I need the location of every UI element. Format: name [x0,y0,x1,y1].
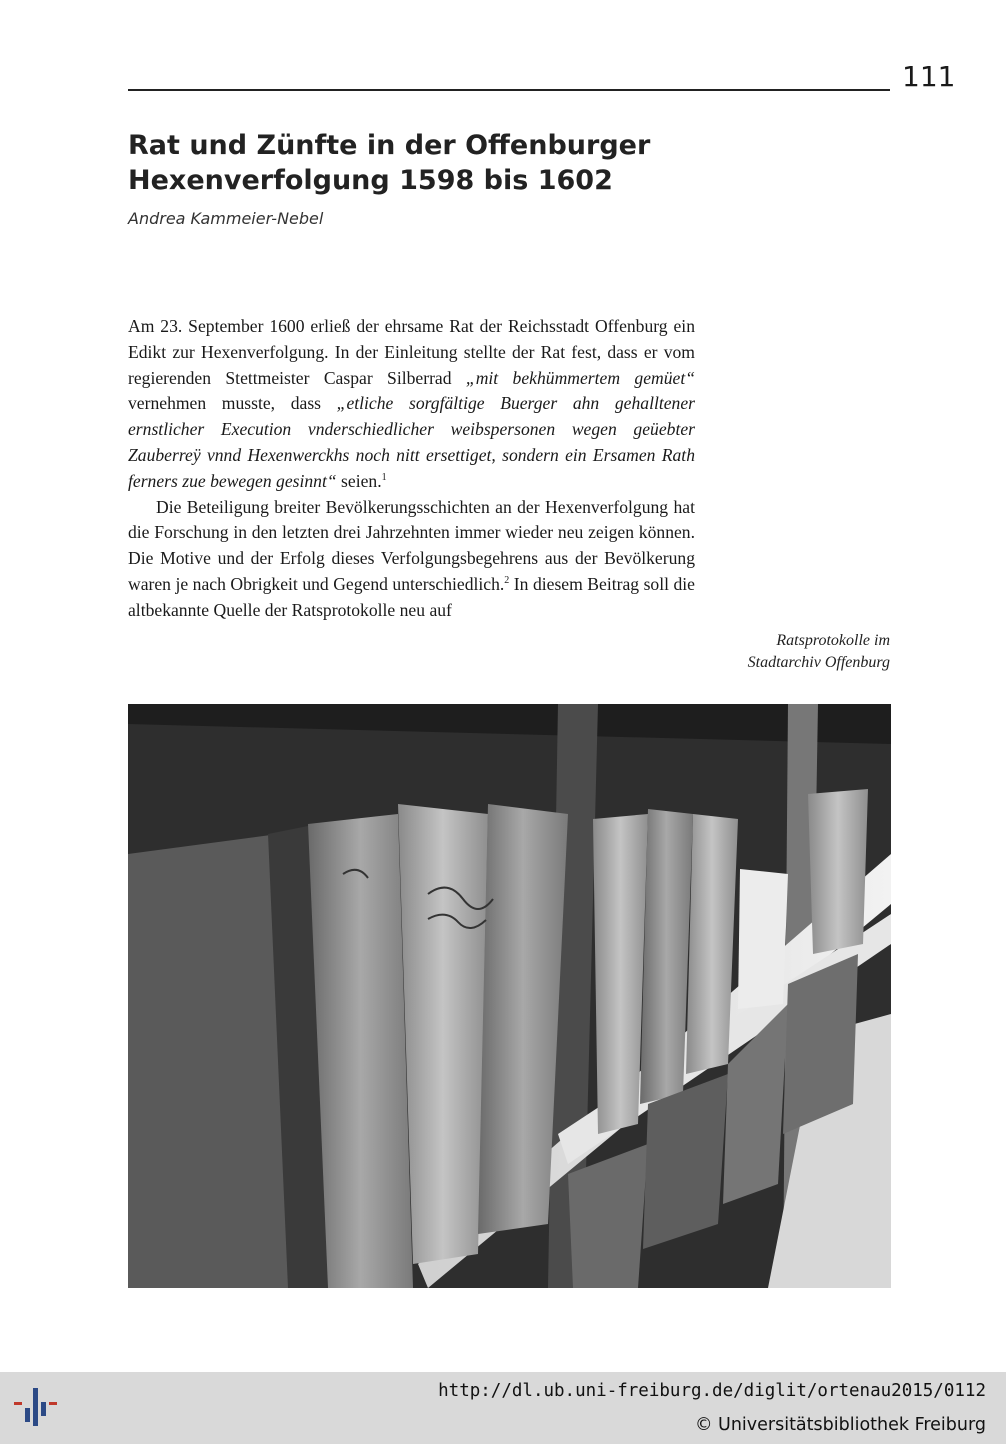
library-logo-icon [14,1382,64,1432]
p1-text-1: Am 23. September 1600 erließ der ehrsame Rat der Reichsstadt Offenburg ein Edikt zur Hexenverfolgung. In der Einleitung stellte der Rat fest, dass er vom regierenden Stettmeister Caspar Silberrad [128,316,695,388]
article-author: Andrea Kammeier-Nebel [128,209,324,228]
p2-text-2: In diesem Beitrag soll die altbekannte Quelle der Ratsprotokolle neu auf [128,573,695,620]
source-url-link[interactable]: http://dl.ub.uni-freiburg.de/diglit/ortenau2015/0112 [438,1381,986,1401]
article-title: Rat und Zünfte in der Offenburger Hexenverfolgung 1598 bis 1602 [128,130,651,196]
page-number: 111 [902,60,956,93]
header-rule [128,89,890,91]
copyright-text: © Universitätsbibliothek Freiburg [694,1415,986,1435]
paragraph-1 [128,314,695,495]
footnote-ref-1[interactable]: 1 [381,471,387,483]
footnote-ref-2[interactable]: 2 [504,575,510,587]
archive-shelf-illustration [128,704,891,1288]
p1-quote-1: „mit bekhümmertem gemüet“ [465,367,696,388]
p1-quote-2: „etliche sorgfältige Buerger ahn gehalltener ernstlicher Execution vnderschiedlicher weibspersonen wegen geüebter Zauberreÿ vnnd Hexenwerckhs noch nitt ersettiget, sondern ein Ersamen Rath ferners zue bewegen gesinnt“ [128,393,695,491]
archive-shelf-photo [128,704,891,1288]
article-body [128,314,695,624]
footer-bar [0,1372,1006,1444]
p1-text-2: vernehmen musste, dass [128,393,337,414]
caption-line-2: Stadtarchiv Offenburg [747,654,890,671]
p2-text-1: Die Beteiligung breiter Bevölkerungsschichten an der Hexenverfolgung hat die Forschung in den letzten drei Jahrzehnten immer wieder neu zeigen können. Die Motive und der Erfolg dieses Verfolgungsbegehrens aus der Bevölkerung waren je nach Obrigkeit und Gegend unterschiedlich. [128,496,695,594]
caption-line-1: Ratsprotokolle im [776,632,890,649]
image-caption [712,630,890,674]
paragraph-2 [128,495,695,624]
p1-text-3: seien. [336,470,382,491]
